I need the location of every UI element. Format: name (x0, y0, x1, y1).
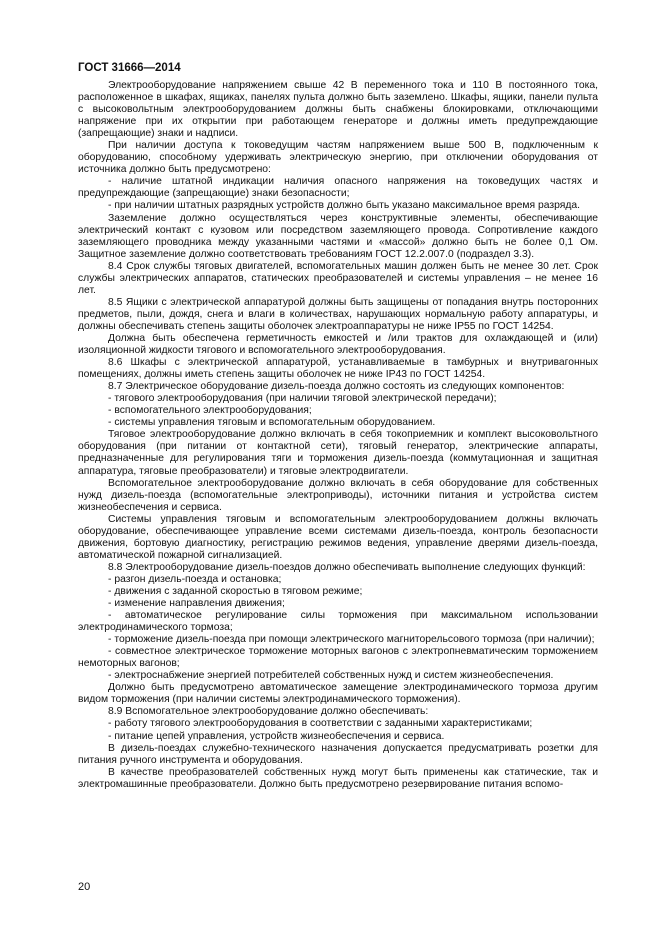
document-body (78, 80, 598, 791)
paragraph: Должно быть предусмотрено автоматическое замещение электродинамического тормоза другим видом торможения (при наличии системы электродинамического торможения). (78, 682, 598, 706)
list-item: - изменение направления движения; (108, 598, 285, 610)
list-item: - движения с заданной скоростью в тяговом режиме; (108, 585, 363, 597)
list-item: - тягового электрооборудования (при наличии тяговой электрической передачи); (108, 393, 497, 405)
list-item: - питание цепей управления, устройств жизнеобеспечения и сервиса. (108, 730, 445, 742)
paragraph: Должна быть обеспечена герметичность емкостей и /или трактов для охлаждающей и (или) изоляционной жидкости тягового и вспомогательного электрооборудования. (78, 332, 598, 357)
clause-8-7: 8.7 Электрическое оборудование дизель-поезда должно состоять из следующих компонентов: (108, 381, 565, 393)
paragraph: Заземление должно осуществляться через конструктивные элементы, обеспечивающие электрический контакт с кузовом или посредством заземляющего провода. Сопротивление каждого заземляющего проводника между указанными частями и «массой» должно быть не более 0,1 Ом. Защитное заземление должно соответствовать требованиям ГОСТ 12.2.007.0 (подраздел 3.3). (78, 212, 598, 260)
paragraph: При наличии доступа к токоведущим частям напряжением выше 500 В, подключенным к оборудованию, способному удерживать электрическую энергию, при отключении оборудования от источника должно быть предусмотрено: (78, 140, 598, 176)
paragraph: Электрооборудование напряжением свыше 42 В переменного тока и 110 В постоянного тока, расположенное в шкафах, ящиках, панелях пульта должно быть заземлено. Шкафы, ящики, панели пульта с высоковольтным электрооборудованием должны быть снабжены блокировками, отключающими напряжение при их открытии при работающем генераторе и должны иметь предупреждающие (запрещающие) знаки и надписи. (78, 80, 598, 140)
clause-8-6: 8.6 Шкафы с электрической аппаратурой, устанавливаемые в тамбурных и внутривагонных помещениях, должны иметь степень защиты оболочек не ниже IP43 по ГОСТ 14254. (78, 357, 598, 381)
list-item: - автоматическое регулирование силы торможения при максимальном использовании электродинамического тормоза; (78, 610, 598, 634)
paragraph: Системы управления тяговым и вспомогательным электрооборудованием должны включать оборудование, обеспечивающее управление всеми системами дизель-поезда, контроль безопасности движения, бортовую диагностику, регистрацию режимов ведения, управление дверями дизель-поезда, автоматической пожарной сигнализацией. (78, 513, 598, 561)
clause-8-9: 8.9 Вспомогательное электрооборудование должно обеспечивать: (108, 706, 429, 718)
paragraph: Вспомогательное электрооборудование должно включать в себя оборудование для собственных нужд дизель-поезда (вспомогательные электроприводы), источники питания и устройства систем жизнеобеспечения и сервиса. (78, 477, 598, 513)
list-item: - вспомогательного электрооборудования; (108, 405, 312, 417)
list-item: - торможение дизель-поезда при помощи электрического магниторельсового тормоза (при наличии); (108, 634, 595, 646)
list-item: - работу тягового электрооборудования в соответствии с заданными характеристиками; (108, 718, 533, 730)
paragraph: В качестве преобразователей собственных нужд могут быть применены как статические, так и электромашинные преобразователи. Должно быть предусмотрено резервирование питания вспомо- (78, 766, 598, 790)
clause-8-4: 8.4 Срок службы тяговых двигателей, вспомогательных машин должен быть не менее 30 лет. Срок службы электрических аппаратов, статических преобразователей и системы управления – не менее 16 лет. (78, 260, 598, 296)
list-item: - наличие штатной индикации наличия опасного напряжения на токоведущих частях и предупреждающие (запрещающие) знаки безопасности; (78, 176, 598, 200)
document-code-header: ГОСТ 31666—2014 (78, 62, 181, 74)
paragraph: Тяговое электрооборудование должно включать в себя токоприемник и комплект высоковольтного оборудования (при питании от контактной сети), тяговый генератор, электрические аппараты, предназначенные для регулирования тяги и торможения дизель-поезда (коммутационная и защитная аппаратура, тяговые преобразователи) и тяговые электродвигатели. (78, 429, 598, 477)
clause-8-8: 8.8 Электрооборудование дизель-поездов должно обеспечивать выполнение следующих функций: (108, 561, 586, 573)
list-item: - совместное электрическое торможение моторных вагонов с электропневматическим торможением немоторных вагонов; (78, 646, 598, 670)
clause-8-5: 8.5 Ящики с электрической аппаратурой должны быть защищены от попадания внутрь посторонних предметов, пыли, дождя, снега и влаги в количествах, нарушающих нормальную работу аппаратуры, и должны обеспечивать степень защиты оболочек электроаппаратуры не ниже IP55 по ГОСТ 14254. (78, 296, 598, 332)
list-item: - при наличии штатных разрядных устройств должно быть указано максимальное время разряда. (108, 200, 580, 212)
list-item: - электроснабжение энергией потребителей собственных нужд и систем жизнеобеспечения. (108, 670, 554, 682)
list-item: - разгон дизель-поезда и остановка; (108, 573, 282, 585)
page-number: 20 (78, 881, 91, 893)
list-item: - системы управления тяговым и вспомогательным оборудованием. (108, 417, 436, 429)
paragraph: В дизель-поездах служебно-технического назначения допускается предусматривать розетки для питания ручного инструмента и оборудования. (78, 742, 598, 766)
